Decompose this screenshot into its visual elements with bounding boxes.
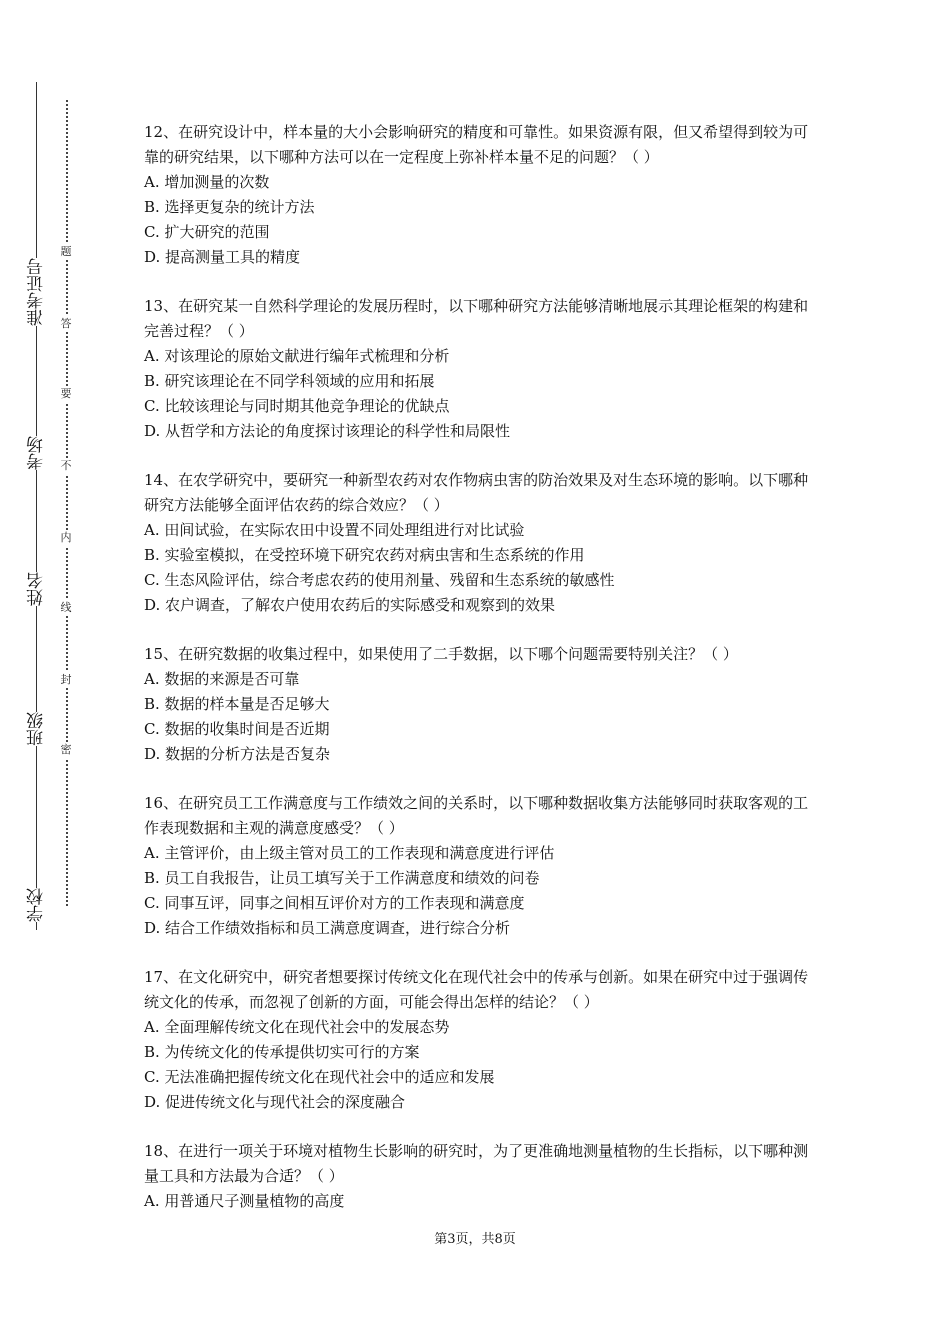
option-a: A. 对该理论的原始文献进行编年式梳理和分析 [144, 347, 450, 365]
option-a: A. 增加测量的次数 [144, 173, 270, 191]
question-stem: 12、在研究设计中，样本量的大小会影响研究的精度和可靠性。如果资源有限，但又希望得到较为可靠的研究结果，以下哪种方法可以在一定程度上弥补样本量不足的问题？（ ） [144, 123, 809, 166]
option-c: C. 无法准确把握传统文化在现代社会中的适应和发展 [144, 1068, 495, 1086]
option-a: A. 数据的来源是否可靠 [144, 670, 300, 688]
option-d: D. 促进传统文化与现代社会的深度融合 [144, 1093, 406, 1111]
question-14 [144, 468, 814, 618]
seal-char: 要 [56, 386, 76, 402]
option-d: D. 结合工作绩效指标和员工满意度调查，进行综合分析 [144, 919, 511, 937]
option-a: A. 主管评价，由上级主管对员工的工作表现和满意度进行评估 [144, 844, 555, 862]
option-b: B. 为传统文化的传承提供切实可行的方案 [144, 1043, 420, 1061]
question-stem: 13、在研究某一自然科学理论的发展历程时，以下哪种研究方法能够清晰地展示其理论框架的构建和完善过程？（ ） [144, 297, 809, 340]
question-17 [144, 965, 814, 1115]
binding-solid-line [36, 82, 37, 930]
option-c: C. 比较该理论与同时期其他竞争理论的优缺点 [144, 397, 450, 415]
question-13 [144, 294, 814, 444]
option-b: B. 数据的样本量是否足够大 [144, 695, 330, 713]
seal-char: 封 [56, 672, 76, 688]
seal-char: 线 [56, 600, 76, 616]
question-stem: 17、在文化研究中，研究者想要探讨传统文化在现代社会中的传承与创新。如果在研究中过于强调传统文化的传承，而忽视了创新的方面，可能会得出怎样的结论？（ ） [144, 968, 809, 1011]
option-b: B. 实验室模拟，在受控环境下研究农药对病虫害和生态系统的作用 [144, 546, 585, 564]
question-stem: 16、在研究员工工作满意度与工作绩效之间的关系时，以下哪种数据收集方法能够同时获取客观的工作表现数据和主观的满意度感受？（ ） [144, 794, 809, 837]
option-d: D. 从哲学和方法论的角度探讨该理论的科学性和局限性 [144, 422, 511, 440]
option-c: C. 扩大研究的范围 [144, 223, 270, 241]
seal-char: 内 [56, 530, 76, 546]
field-exam-number: 准考证号 [22, 258, 52, 326]
field-name: 姓名 [22, 572, 52, 606]
option-d: D. 提高测量工具的精度 [144, 248, 301, 266]
field-school: 学校 [22, 888, 52, 922]
field-exam-room: 考场 [22, 436, 52, 470]
option-a: A. 田间试验，在实际农田中设置不同处理组进行对比试验 [144, 521, 525, 539]
option-d: D. 农户调查，了解农户使用农药后的实际感受和观察到的效果 [144, 596, 556, 614]
question-15 [144, 642, 814, 767]
option-d: D. 数据的分析方法是否复杂 [144, 745, 331, 763]
seal-char: 答 [56, 316, 76, 332]
question-12 [144, 120, 814, 270]
binding-dotted-line [66, 100, 68, 906]
option-c: C. 数据的收集时间是否近期 [144, 720, 330, 738]
question-stem: 18、在进行一项关于环境对植物生长影响的研究时，为了更准确地测量植物的生长指标，以下哪种测量工具和方法最为合适？（ ） [144, 1142, 809, 1185]
field-class: 班级 [22, 712, 52, 746]
option-c: C. 同事互评，同事之间相互评价对方的工作表现和满意度 [144, 894, 525, 912]
seal-char: 密 [56, 742, 76, 758]
seal-char: 不 [56, 458, 76, 474]
question-16 [144, 791, 814, 941]
page-footer: 第3页，共8页 [434, 1232, 516, 1247]
question-stem: 14、在农学研究中，要研究一种新型农药对农作物病虫害的防治效果及对生态环境的影响。以下哪种研究方法能够全面评估农药的综合效应？（ ） [144, 471, 809, 514]
option-a: A. 全面理解传统文化在现代社会中的发展态势 [144, 1018, 450, 1036]
seal-char: 题 [56, 244, 76, 260]
question-18 [144, 1139, 814, 1214]
question-list [144, 120, 814, 1238]
option-b: B. 研究该理论在不同学科领域的应用和拓展 [144, 372, 435, 390]
option-b: B. 员工自我报告，让员工填写关于工作满意度和绩效的问卷 [144, 869, 540, 887]
option-a: A. 用普通尺子测量植物的高度 [144, 1192, 345, 1210]
option-c: C. 生态风险评估，综合考虑农药的使用剂量、残留和生态系统的敏感性 [144, 571, 615, 589]
question-stem: 15、在研究数据的收集过程中，如果使用了二手数据，以下哪个问题需要特别关注？（ ） [144, 645, 738, 663]
option-b: B. 选择更复杂的统计方法 [144, 198, 315, 216]
